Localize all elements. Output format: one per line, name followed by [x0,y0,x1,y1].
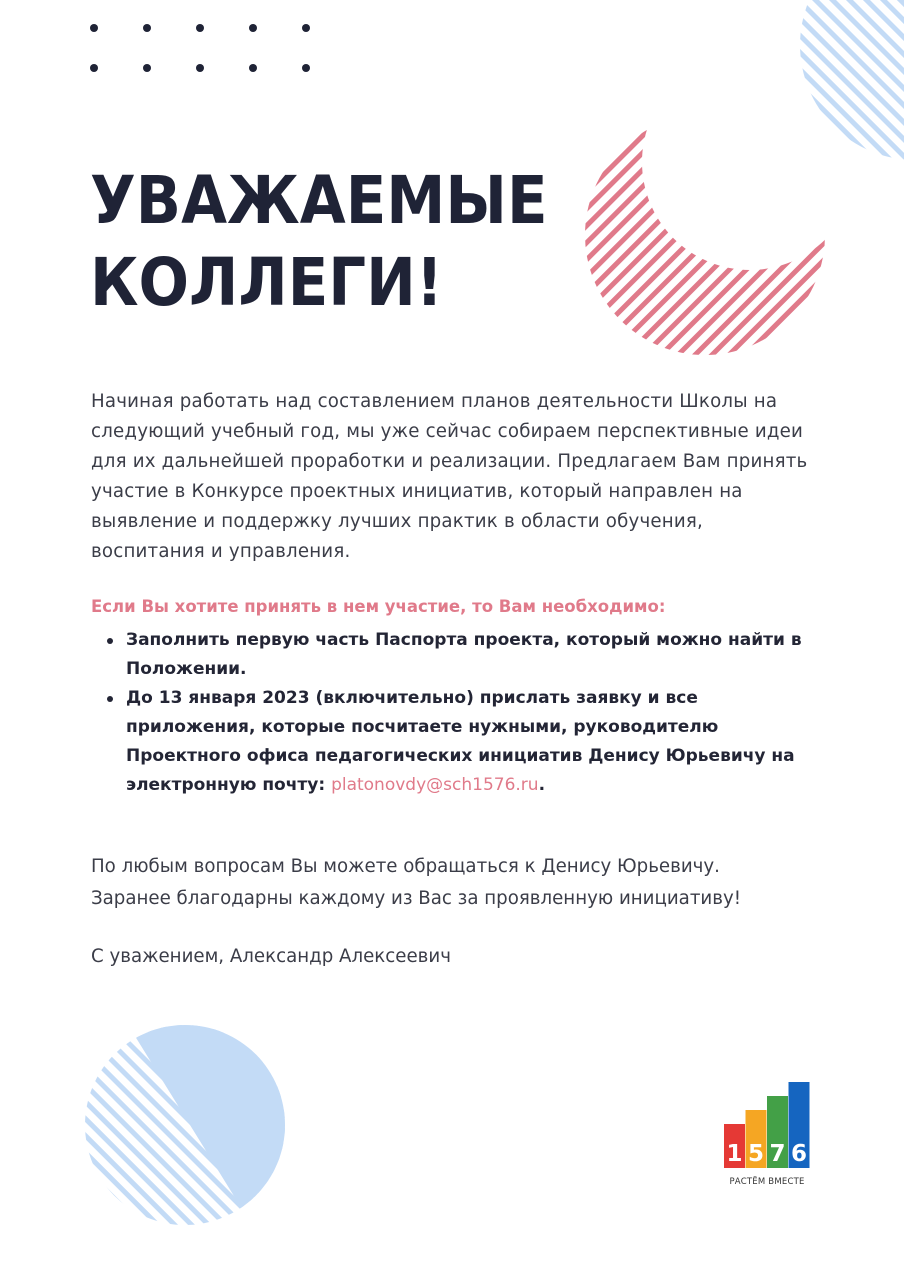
list-item [91,684,861,800]
list-item-line: Заполнить первую часть Паспорта проекта, который можно найти в [126,630,802,650]
decorative-dots [86,20,316,76]
logo-digit: 6 [790,1141,807,1167]
signature: С уважением, Александр Алексеевич [91,946,451,967]
intro-line: участие в Конкурсе проектных инициатив, который направлен на [91,481,743,502]
intro-paragraph [91,387,851,567]
logo-caption: РАСТЁМ ВМЕСТЕ [729,1177,805,1187]
list-item-line: приложения, которые посчитаете нужными, руководителю [126,717,719,737]
list-item-line: До 13 января 2023 (включительно) прислать заявку и все [126,688,698,708]
logo-digit: 7 [769,1141,786,1167]
logo-digit: 5 [747,1141,764,1167]
title-line: КОЛЛЕГИ! [90,244,443,321]
intro-line: следующий учебный год, мы уже сейчас собираем перспективные идеи [91,421,804,442]
email-suffix: . [538,775,546,795]
intro-line: для их дальнейшей проработки и реализации. Предлагаем Вам принять [91,451,808,472]
participation-lead: Если Вы хотите принять в нем участие, то Вам необходимо: [91,597,666,616]
striped-crescent-shape [580,110,825,355]
list-item-line: Проектного офиса педагогических инициатив Денису Юрьевичу на [126,746,795,766]
closing-line: Заранее благодарны каждому из Вас за проявленную инициативу! [91,888,742,909]
list-item-line [126,771,861,800]
email-prefix: электронную почту: [126,775,332,795]
email-link[interactable]: platonovdy@sch1576.ru [331,775,539,795]
logo-digit: 1 [726,1141,743,1167]
closing-line: По любым вопросам Вы можете обращаться к Денису Юрьевичу. [91,856,720,877]
intro-line: Начиная работать над составлением планов деятельности Школы на [91,391,778,412]
closing-paragraph [91,851,741,915]
half-striped-circle-bottom [85,1020,285,1230]
list-item-line: Положении. [126,659,247,679]
intro-line: выявление и поддержку лучших практик в области обучения, [91,511,704,532]
striped-circle-top-right [795,0,904,165]
intro-line: воспитания и управления. [91,541,351,562]
title-line: УВАЖАЕМЫЕ [90,162,548,239]
page-title [90,160,548,324]
school-logo [724,1082,810,1192]
list-item [91,626,861,684]
requirements-list [91,626,861,800]
